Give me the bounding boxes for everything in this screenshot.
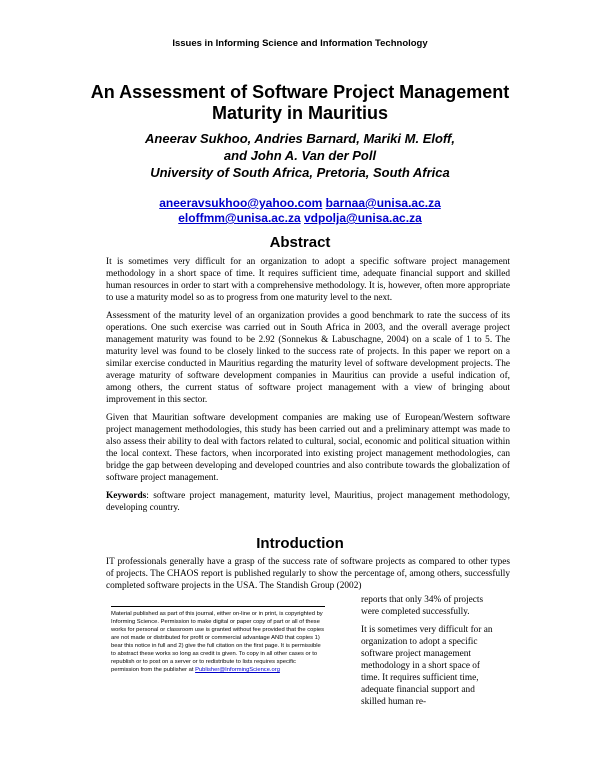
- email-block: [60, 196, 540, 226]
- authors-line-2: and John A. Van der Poll: [223, 148, 377, 163]
- intro-paragraph-1: IT professionals generally have a grasp of the success rate of software projects as compared to other types of projects. The CHAOS report is published regularly to show the percentage of, among others, successfully completed software projects in the USA. The Standish Group (2002): [106, 557, 510, 591]
- journal-header: Issues in Informing Science and Information Technology: [172, 38, 428, 49]
- footnote-text: Material published as part of this journal, either on-line or in print, is copyrighted by Informing Science. Permission to make digital or paper copy of part or all of these works for personal or classroom use is granted without fee provided that the copies are not made or distributed for profit or commercial advantage AND that copies 1) bear this notice in full and 2) give the full citation on the first page. It is permissible to abstract these works so long as credit is given. To copy in all other cases or to republish or to post on a server or to redistribute to lists requires specific permission from the publisher at: [111, 611, 324, 673]
- author-block: [60, 130, 540, 181]
- keywords-text: : software project management, maturity level, Mauritius, project management methodology, developing country.: [106, 491, 510, 513]
- abstract-paragraph-1: It is sometimes very difficult for an organization to adopt a specific software project management methodology in a short space of time. It requires sufficient time, adequate financial support and skilled human resources in order to start with a comprehensive methodology. It is, however, often more appropriate to use a maturity model so as to progress from one maturity level to the next.: [106, 257, 510, 303]
- authors-line-1: Aneerav Sukhoo, Andries Barnard, Mariki M. Eloff,: [145, 131, 455, 146]
- title-line-1: An Assessment of Software Project Management: [90, 82, 510, 102]
- affiliation: University of South Africa, Pretoria, South Africa: [150, 165, 450, 180]
- abstract-paragraph-2: Assessment of the maturity level of an organization provides a good benchmark to rate the success of its operations. One such exercise was carried out in South Africa in 2003, and the overall average project management maturity was found to be 2.92 (Sonnekus & Labuschagne, 2004) on a scale of 1 to 5. The maturity level was found to be closely linked to the success rate of projects. In this paper we report on a similar exercise conducted in Mauritius regarding the maturity level of software development projects. The average maturity of software development companies in Mauritius can provide a useful indication of, among others, the current status of software project management with a view of bringing about improvement in this sector.: [106, 311, 510, 405]
- keywords: [106, 490, 510, 514]
- title-line-2: Maturity in Mauritius: [211, 103, 388, 123]
- intro-right-column: [361, 594, 501, 714]
- abstract-body: [106, 256, 510, 520]
- copyright-footnote: [111, 606, 325, 674]
- abstract-paragraph-3: Given that Mauritian software development companies are making use of European/Western software project management methodologies, this study has been carried out and a preliminary attempt was made to also assess their ability to deal with factors related to cultural, social, economic and political situation within the local context. These factors, when incorporated into existing project management methodologies, can bridge the gap between developing and developed countries and also contribute towards the globalization of software project management.: [106, 413, 510, 483]
- email-link-eloff[interactable]: eloffmm@unisa.ac.za: [178, 211, 301, 225]
- introduction-heading: Introduction: [256, 535, 344, 552]
- intro-right-paragraph-2: It is sometimes very difficult for an organization to adopt a specific software project management methodology in a short space of time. It requires sufficient time, adequate financial support and skilled human re-: [361, 625, 493, 707]
- email-link-sukhoo[interactable]: aneeravsukhoo@yahoo.com: [159, 196, 323, 210]
- introduction-body: [106, 556, 510, 598]
- email-link-barnard[interactable]: barnaa@unisa.ac.za: [325, 196, 441, 210]
- keywords-label: Keywords: [106, 491, 147, 501]
- paper-title: [60, 82, 540, 124]
- abstract-heading: Abstract: [269, 234, 331, 251]
- publisher-email-link[interactable]: Publisher@InformingScience.org: [195, 667, 280, 673]
- email-link-vanderpoll[interactable]: vdpolja@unisa.ac.za: [304, 211, 422, 225]
- intro-right-paragraph-1: reports that only 34% of projects were completed successfully.: [361, 595, 484, 617]
